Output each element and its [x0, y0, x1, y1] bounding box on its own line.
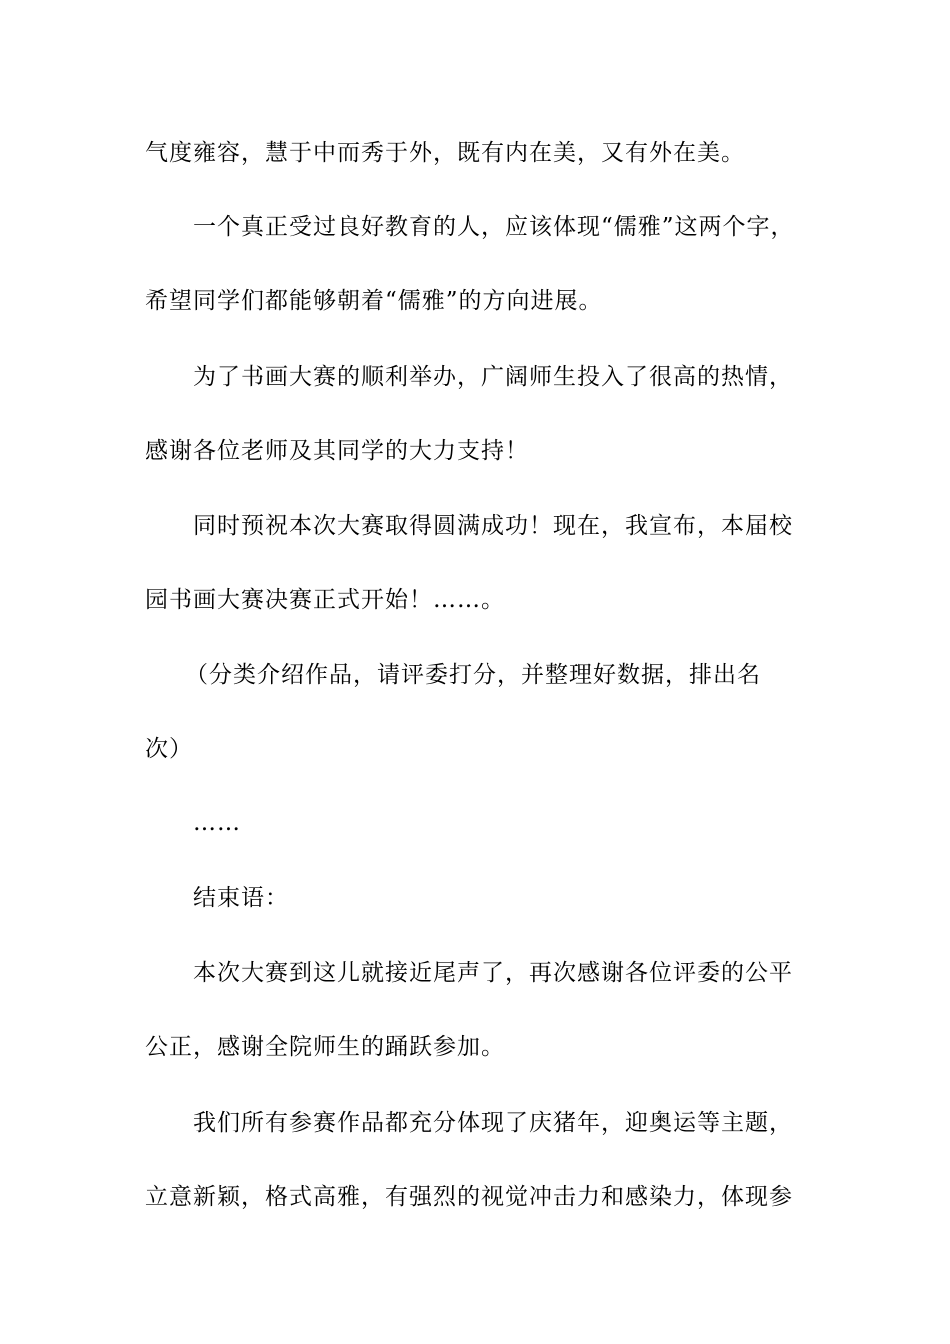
- text-line: 希望同学们都能够朝着“儒雅”的方向进展。: [145, 288, 603, 314]
- text-line: 为了书画大赛的顺利举办，广阔师生投入了很高的热情，: [193, 364, 793, 390]
- text-line: 气度雍容，慧于中而秀于外，既有内在美，又有外在美。: [145, 140, 745, 166]
- text-line: ……: [193, 810, 241, 836]
- text-line: 公正，感谢全院师生的踊跃参加。: [145, 1034, 505, 1060]
- text-line: 本次大赛到这儿就接近尾声了，再次感谢各位评委的公平: [193, 960, 793, 986]
- text-line: 园书画大赛决赛正式开始！……。: [145, 587, 505, 613]
- text-line: 我们所有参赛作品都充分体现了庆猪年，迎奥运等主题，: [193, 1110, 793, 1136]
- text-line: （分类介绍作品，请评委打分，并整理好数据，排出名: [185, 662, 761, 688]
- text-line: 结束语：: [193, 885, 289, 911]
- text-line: 同时预祝本次大赛取得圆满成功！现在，我宣布，本届校: [193, 513, 793, 539]
- text-line: 一个真正受过良好教育的人，应该体现“儒雅”这两个字，: [193, 214, 795, 240]
- text-line: 立意新颖，格式高雅，有强烈的视觉冲击力和感染力，体现参: [145, 1184, 793, 1210]
- text-line: 感谢各位老师及其同学的大力支持！: [145, 438, 529, 464]
- text-line: 次）: [145, 736, 193, 762]
